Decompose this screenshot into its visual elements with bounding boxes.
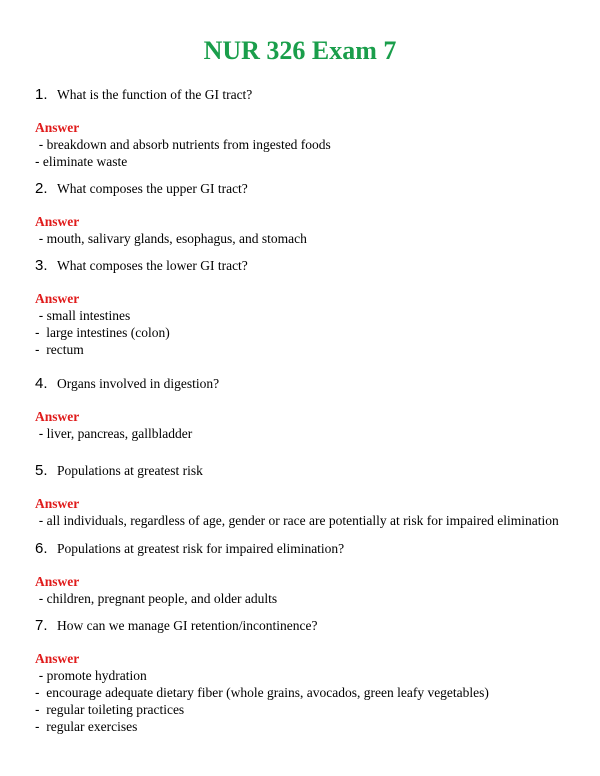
answer-line bbox=[35, 513, 559, 529]
answer-text: large intestines (colon) bbox=[39, 325, 170, 340]
answer-line bbox=[35, 231, 307, 247]
question-2 bbox=[35, 181, 248, 197]
question-text: Populations at greatest risk bbox=[57, 463, 203, 478]
question-number: 3. bbox=[35, 257, 48, 274]
question-text: What composes the lower GI tract? bbox=[57, 258, 248, 273]
question-text: Organs involved in digestion? bbox=[57, 376, 220, 391]
question-7 bbox=[35, 618, 318, 634]
answer-text: children, pregnant people, and older adults bbox=[43, 591, 278, 606]
answer-line bbox=[35, 685, 489, 701]
question-number: 6. bbox=[35, 540, 48, 557]
answer-label: Answer bbox=[35, 574, 80, 589]
question-text: What is the function of the GI tract? bbox=[57, 87, 253, 102]
question-number: 7. bbox=[35, 617, 48, 634]
bullet-dash: - bbox=[35, 668, 44, 683]
answer-line bbox=[35, 668, 147, 684]
bullet-dash: - bbox=[35, 719, 40, 734]
question-5 bbox=[35, 463, 203, 479]
question-4 bbox=[35, 376, 219, 392]
answer-label: Answer bbox=[35, 120, 80, 135]
answer-text: breakdown and absorb nutrients from ingested foods bbox=[43, 137, 331, 152]
bullet-dash: - bbox=[35, 342, 40, 357]
answer-line bbox=[35, 308, 130, 324]
answer-text: regular exercises bbox=[39, 719, 138, 734]
question-number: 4. bbox=[35, 375, 48, 392]
answer-text: promote hydration bbox=[43, 668, 147, 683]
answer-text: regular toileting practices bbox=[39, 702, 185, 717]
answer-line bbox=[35, 591, 277, 607]
answer-label: Answer bbox=[35, 214, 80, 229]
answer-label: Answer bbox=[35, 496, 80, 511]
answer-line bbox=[35, 154, 127, 170]
answer-text: encourage adequate dietary fiber (whole grains, avocados, green leafy vegetables) bbox=[39, 685, 489, 700]
question-number: 1. bbox=[35, 86, 48, 103]
answer-line bbox=[35, 702, 184, 718]
bullet-dash: - bbox=[35, 685, 40, 700]
question-text: Populations at greatest risk for impaired elimination? bbox=[57, 541, 345, 556]
answer-text: rectum bbox=[39, 342, 84, 357]
answer-text: eliminate waste bbox=[39, 154, 128, 169]
answer-text: small intestines bbox=[43, 308, 131, 323]
answer-text: all individuals, regardless of age, gender or race are potentially at risk for impaired elimination bbox=[43, 513, 559, 528]
answer-line bbox=[35, 342, 84, 358]
answer-label: Answer bbox=[35, 409, 80, 424]
bullet-dash: - bbox=[35, 426, 44, 441]
bullet-dash: - bbox=[35, 513, 44, 528]
answer-text: liver, pancreas, gallbladder bbox=[43, 426, 193, 441]
bullet-dash: - bbox=[35, 325, 40, 340]
question-number: 2. bbox=[35, 180, 48, 197]
bullet-dash: - bbox=[35, 308, 44, 323]
bullet-dash: - bbox=[35, 154, 40, 169]
question-text: What composes the upper GI tract? bbox=[57, 181, 248, 196]
question-6 bbox=[35, 541, 344, 557]
answer-line bbox=[35, 325, 170, 341]
bullet-dash: - bbox=[35, 702, 40, 717]
answer-label: Answer bbox=[35, 651, 80, 666]
bullet-dash: - bbox=[35, 591, 44, 606]
answer-line bbox=[35, 137, 331, 153]
question-text: How can we manage GI retention/incontinence? bbox=[57, 618, 318, 633]
question-3 bbox=[35, 258, 248, 274]
bullet-dash: - bbox=[35, 137, 44, 152]
answer-line bbox=[35, 719, 137, 735]
answer-line bbox=[35, 426, 192, 442]
answer-label: Answer bbox=[35, 291, 80, 306]
bullet-dash: - bbox=[35, 231, 44, 246]
question-1 bbox=[35, 87, 252, 103]
page-title: NUR 326 Exam 7 bbox=[203, 36, 397, 65]
question-number: 5. bbox=[35, 462, 48, 479]
answer-text: mouth, salivary glands, esophagus, and stomach bbox=[43, 231, 307, 246]
